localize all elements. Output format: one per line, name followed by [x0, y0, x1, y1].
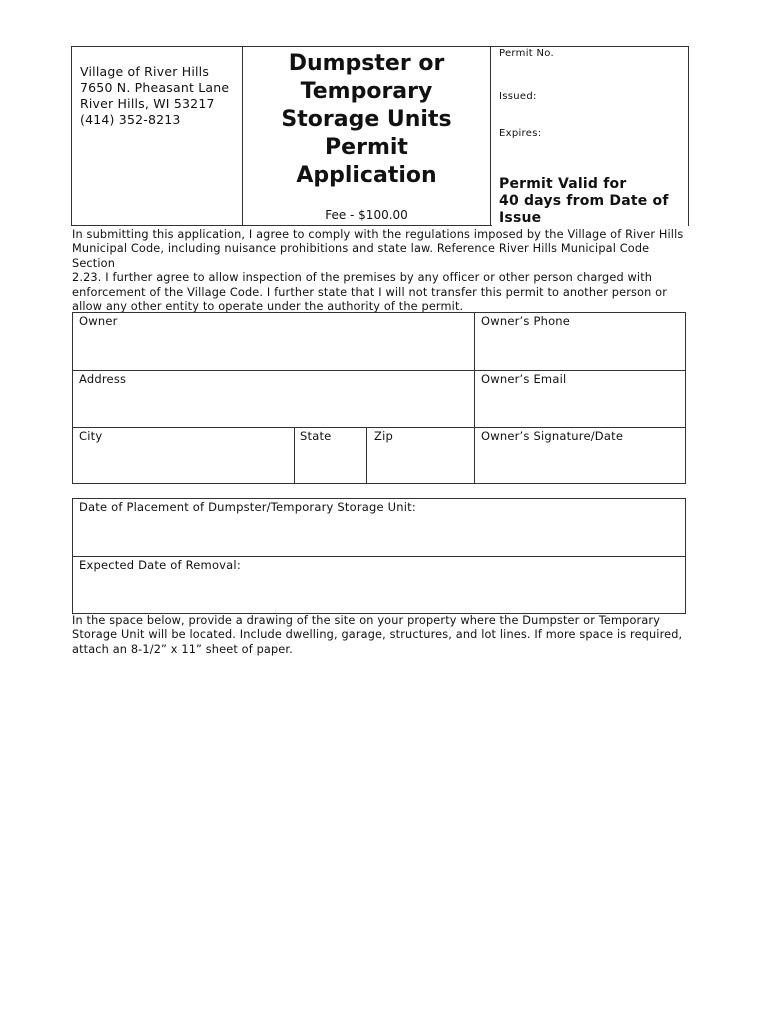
instruction-line: attach an 8-1/2” x 11” sheet of paper. — [72, 642, 293, 656]
zip-label: Zip — [374, 429, 393, 443]
village-address-box — [71, 46, 243, 226]
title-line-4: Permit — [325, 135, 408, 160]
agreement-line: Municipal Code, including nuisance prohibitions and state law. Reference River Hills Municipal Code Section — [72, 242, 650, 270]
owner-phone-label: Owner’s Phone — [481, 314, 571, 328]
owner-phone-field[interactable] — [475, 313, 685, 370]
agreement-paragraph — [72, 228, 692, 314]
owner-label: Owner — [79, 314, 118, 328]
valid-line-2: 40 days from Date of — [499, 193, 669, 209]
state-field[interactable] — [295, 428, 366, 483]
removal-date-label: Expected Date of Removal: — [79, 558, 241, 572]
title-line-1: Dumpster or — [288, 51, 445, 76]
village-phone: (414) 352-8213 — [80, 112, 181, 127]
agreement-line: In submitting this application, I agree to comply with the regulations imposed by the Village of River Hills — [72, 228, 684, 241]
agreement-line: enforcement of the Village Code. I further state that I will not transfer this permit to another person or — [72, 285, 668, 299]
signature-field[interactable] — [475, 428, 685, 483]
office-use-box — [490, 46, 689, 226]
city-label: City — [79, 429, 103, 443]
address-label: Address — [79, 372, 127, 386]
valid-line-3: Issue — [499, 210, 542, 226]
village-street: 7650 N. Pheasant Lane — [80, 80, 230, 95]
expires-label: Expires: — [499, 128, 542, 139]
site-drawing-area[interactable] — [72, 664, 686, 1004]
title-line-5: Application — [296, 163, 437, 188]
placement-date-label: Date of Placement of Dumpster/Temporary Storage Unit: — [79, 500, 416, 514]
state-label: State — [300, 429, 332, 443]
form-title-box — [242, 46, 491, 226]
village-name: Village of River Hills — [80, 64, 210, 79]
permit-no-label: Permit No. — [499, 48, 554, 59]
title-line-3: Storage Units — [281, 107, 452, 132]
agreement-line: allow any other entity to operate under the authority of the permit. — [72, 300, 464, 314]
placement-date-field[interactable] — [73, 499, 685, 556]
removal-date-field[interactable] — [73, 557, 685, 613]
village-city: River Hills, WI 53217 — [80, 96, 215, 111]
zip-field[interactable] — [367, 428, 474, 483]
owner-email-label: Owner’s Email — [481, 372, 567, 386]
dates-table — [72, 498, 686, 614]
signature-label: Owner’s Signature/Date — [481, 429, 624, 443]
issued-label: Issued: — [499, 91, 537, 102]
valid-line-1: Permit Valid for — [499, 176, 627, 192]
header-divider — [71, 225, 492, 226]
city-field[interactable] — [73, 428, 294, 483]
title-line-2: Temporary — [300, 79, 433, 104]
instruction-line: Storage Unit will be located. Include dwelling, garage, structures, and lot lines. If more space is required, — [72, 628, 683, 642]
address-field[interactable] — [73, 371, 474, 427]
drawing-instructions — [72, 614, 692, 657]
permit-fee: Fee - $100.00 — [325, 208, 408, 222]
owner-field[interactable] — [73, 313, 474, 370]
owner-info-table — [72, 312, 686, 484]
owner-email-field[interactable] — [475, 371, 685, 427]
agreement-line: 2.23. I further agree to allow inspection of the premises by any officer or other person charged with — [72, 271, 653, 285]
instruction-line: In the space below, provide a drawing of the site on your property where the Dumpster or Temporary — [72, 614, 661, 627]
